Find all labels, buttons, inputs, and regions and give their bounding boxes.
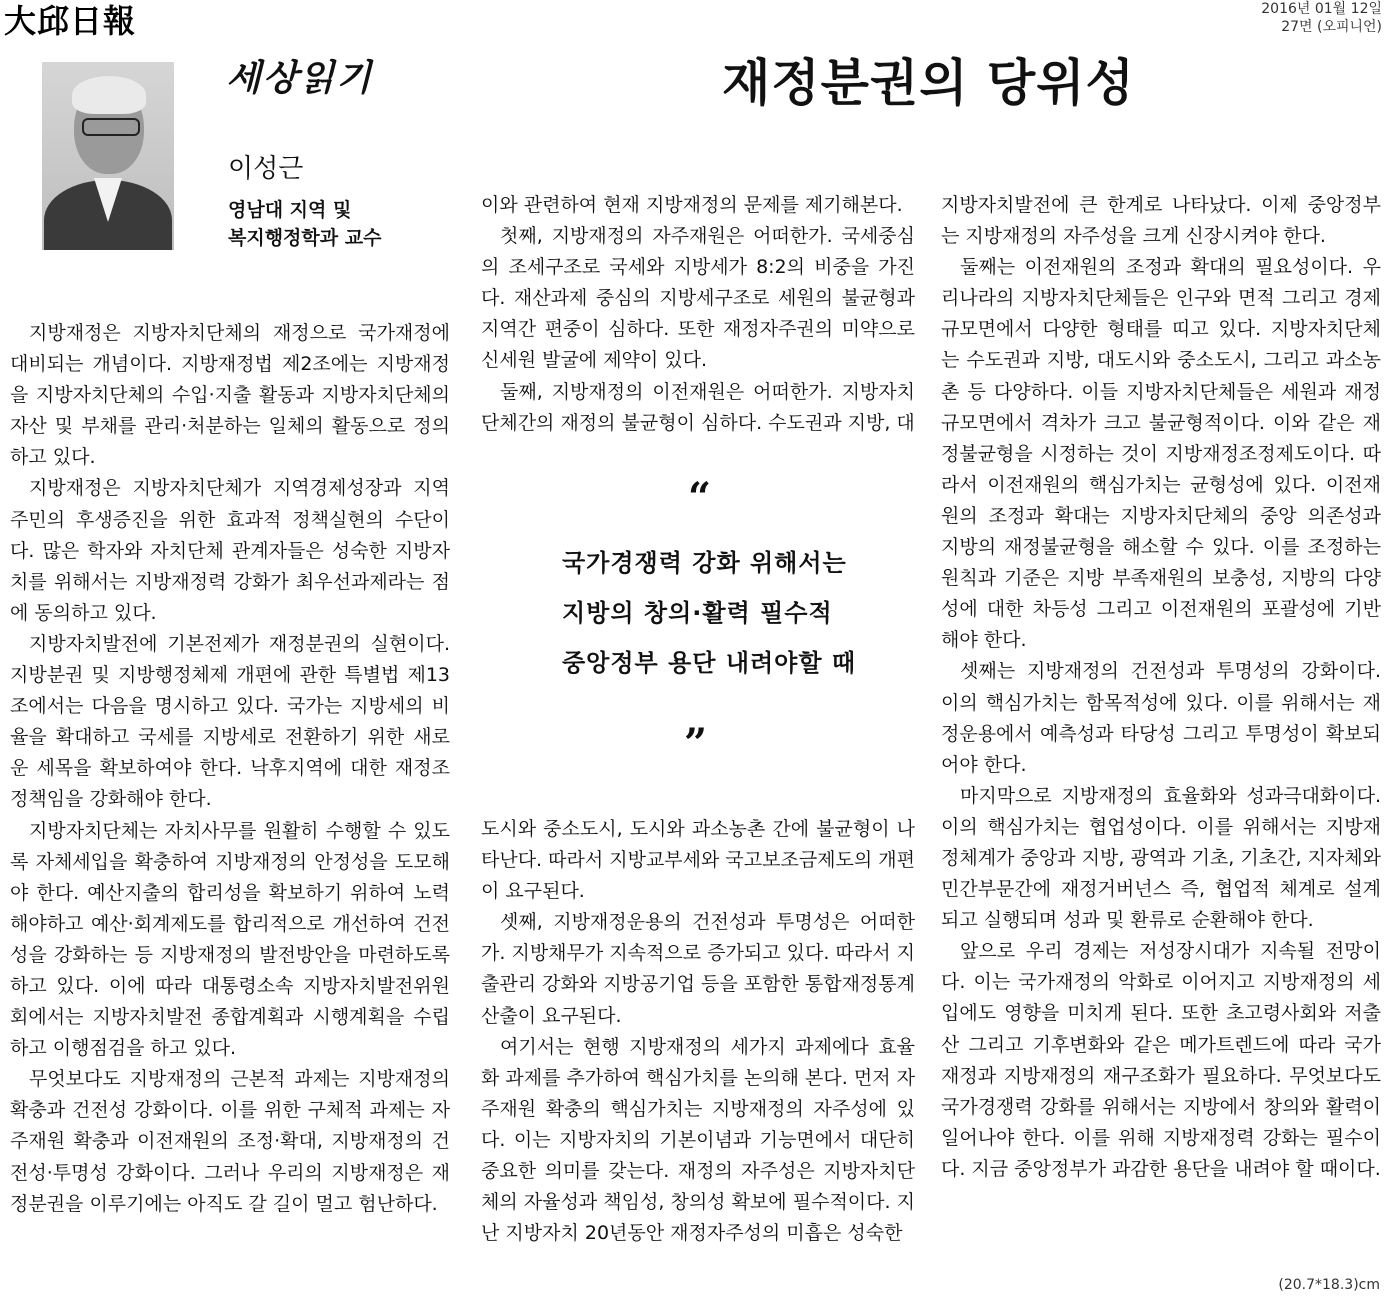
newspaper-logo: 大邱日報 [4, 2, 137, 40]
column-name: 세상읽기 [226, 57, 374, 99]
left-column [10, 318, 450, 1220]
author-title [228, 196, 381, 252]
paragraph: 마지막으로 지방재정의 효율화와 성과극대화이다. 이의 핵심가치는 협업성이다. 이를 위해서는 지방재정체계가 중앙과 지방, 광역과 기초, 기초간, 지자체와 민간부문간에 재정거버넌스 즉, 협업적 체계로 설계되고 실행되며 성과 및 환류로 순환해야 한다. [941, 784, 1381, 932]
paragraph: 지방재정은 지방자치단체가 지역경제성장과 지역주민의 후생증진을 위한 효과적 정책실현의 수단이다. 많은 학자와 자치단체 관계자들은 성숙한 지방자치를 위해서는 지방재정력 강화가 최우선과제라는 점에 동의하고 있다. [10, 477, 450, 624]
paragraph: 지방재정은 지방자치단체의 재정으로 국가재정에 대비되는 개념이다. 지방재정법 제2조에는 지방재정을 지방자치단체의 수입·지출 활동과 지방자치단체의 자산 및 부채를 관리·처분하는 일체의 활동으로 정의하고 있다. [10, 322, 450, 469]
paragraph: 둘째는 이전재원의 조정과 확대의 필요성이다. 우리나라의 지방자치단체들은 인구와 면적 그리고 경제규모면에서 다양한 형태를 띠고 있다. 지방자치단체는 수도권과 지방, 대도시와 중소도시, 그리고 과소농촌 등 다양하다. 이들 지방자치단체들은 세원과 재정규모면에서 격차가 크고 불균형적이다. 이와 같은 재정불균형을 시정하는 것이 지방재정조정제도이다. 따라서 이전재원의 핵심가치는 균형성에 있다. 이전재원의 조정과 확대는 지방자치단체의 중앙 의존성과 지방의 재정불균형을 해소할 수 있다. 이를 조정하는 원칙과 기준은 지방 부족재원의 보충성, 지방의 다양성에 대한 차등성 그리고 이전재원의 포괄성에 기반해야 한다. [941, 256, 1381, 652]
pull-quote [562, 538, 882, 688]
paragraph: 도시와 중소도시, 도시와 과소농촌 간에 불균형이 나타난다. 따라서 지방교부세와 국고보조금제도의 개편이 요구된다. [481, 818, 915, 903]
middle-column-bottom [481, 814, 915, 1249]
portrait-hair [72, 76, 146, 114]
paragraph: 셋째는 지방재정의 건전성과 투명성의 강화이다. 이의 핵심가치는 함목적성에 있다. 이를 위해서는 재정운용에서 예측성과 타당성 그리고 투명성이 확보되어야 한다. [941, 660, 1381, 776]
headline: 재정분권의 당위성 [722, 54, 1135, 112]
right-column [941, 190, 1381, 1185]
pull-quote-line: 지방의 창의·활력 필수적 [562, 599, 833, 627]
middle-column-top [481, 190, 915, 439]
paragraph: 무엇보다도 지방재정의 근본적 과제는 지방재정의 확충과 건전성 강화이다. 이를 위한 구체적 과제는 자주재원 확충과 이전재원의 조정·확대, 지방재정의 건전성·투명성 강화이다. 그러나 우리의 지방재정은 재정분권을 이루기에는 아직도 갈 길이 멀고 험난하다. [10, 1068, 450, 1215]
paragraph: 이와 관련하여 현재 지방재정의 문제를 제기해본다. [481, 194, 903, 216]
quote-open-mark: “ [688, 474, 712, 521]
author-photo [42, 62, 174, 250]
author-title-line2: 복지행정학과 교수 [228, 227, 382, 249]
portrait-glasses [82, 118, 140, 136]
paragraph: 앞으로 우리 경제는 저성장시대가 지속될 전망이다. 이는 국가재정의 악화로 이어지고 지방재정의 세입에도 영향을 미치게 된다. 또한 초고령사회와 저출산 그리고 기후변화와 같은 메가트렌드에 따라 국가재정과 지방재정의 재구조화가 필요하다. 무엇보다도 국가경쟁력 강화를 위해서는 지방에서 창의와 활력이 일어나야 한다. 이를 위해 지방재정력 강화는 필수이다. 지금 중앙정부가 과감한 용단을 내려야 할 때이다. [941, 940, 1381, 1180]
pull-quote-line: 중앙정부 용단 내려야할 때 [562, 649, 857, 677]
paragraph: 여기서는 현행 지방재정의 세가지 과제에다 효율화 과제를 추가하여 핵심가치를 논의해 본다. 먼저 자주재원 확충의 핵심가치는 지방재정의 자주성에 있다. 이는 지방자치의 기본이념과 기능면에서 대단히 중요한 의미를 갖는다. 재정의 자주성은 지방자치단체의 자율성과 책임성, 창의성 확보에 필수적이다. 지난 지방자치 20년동안 재정자주성의 미흡은 성숙한 [481, 1035, 915, 1245]
article-size-note: (20.7*18.3)cm [1278, 1277, 1380, 1293]
paragraph: 셋째, 지방재정운용의 건전성과 투명성은 어떠한가. 지방채무가 지속적으로 증가되고 있다. 따라서 지출관리 강화와 지방공기업 등을 포함한 통합재정통계 산출이 요구된다. [481, 911, 915, 1027]
dateline [1261, 0, 1382, 36]
paragraph: 첫째, 지방재정의 자주재원은 어떠한가. 국세중심의 조세구조로 국세와 지방세가 8:2의 비중을 가진다. 재산과제 중심의 지방세구조로 세원의 불균형과 지역간 편중이 심하다. 또한 재정자주권의 미약으로 신세원 발굴에 제약이 있다. [481, 225, 915, 372]
page-section: 27면 (오피니언) [1281, 19, 1382, 35]
author-title-line1: 영남대 지역 및 [228, 199, 352, 221]
pull-quote-line: 국가경쟁력 강화 위해서는 [562, 549, 847, 577]
author-name: 이성근 [228, 154, 304, 184]
paragraph: 지방자치발전에 큰 한계로 나타났다. 이제 중앙정부는 지방재정의 자주성을 크게 신장시켜야 한다. [941, 194, 1381, 248]
quote-close-mark: ” [684, 720, 708, 767]
paragraph: 지방자치단체는 자치사무를 원활히 수행할 수 있도록 자체세입을 확충하여 지방재정의 안정성을 도모해야 한다. 예산지출의 합리성을 확보하기 위하여 노력해야하고 예산·회계제도를 합리적으로 개선하여 건전성을 강화하는 등 지방재정의 발전방안을 마련하도록 하고 있다. 이에 따라 대통령소속 지방자치발전위원회에서는 지방자치발전 종합계획과 시행계획을 수립하고 이행점검을 하고 있다. [10, 819, 450, 1060]
publication-date: 2016년 01월 12일 [1261, 1, 1382, 17]
paragraph: 지방자치발전에 기본전제가 재정분권의 실현이다. 지방분권 및 지방행정체제 개편에 관한 특별법 제13조에서는 다음을 명시하고 있다. 국가는 지방세의 비율을 확대하고 국세를 지방세로 전환하기 위한 새로운 세목을 확보하여야 한다. 낙후지역에 대한 재정조정책임을 강화해야 한다. [10, 632, 450, 811]
paragraph: 둘째, 지방재정의 이전재원은 어떠한가. 지방자치단체간의 재정의 불균형이 심하다. 수도권과 지방, 대 [481, 380, 915, 434]
